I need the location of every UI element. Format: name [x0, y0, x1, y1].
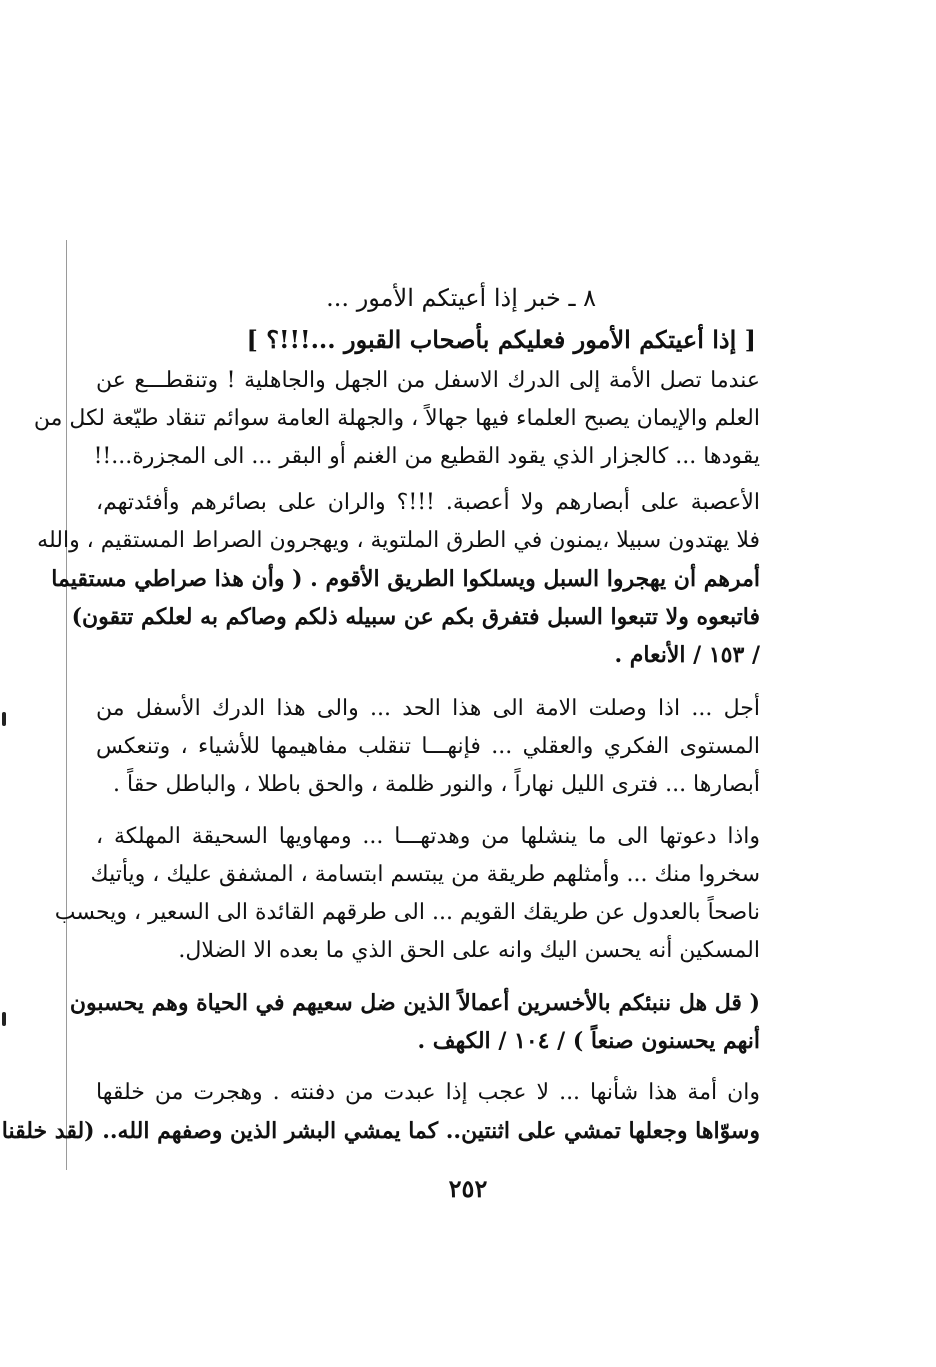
paragraph-line: وان أمة هذا شأنها ... لا عجب إذا عبدت من دفنته . وهجرت من خلقها	[96, 1080, 760, 1105]
paragraph-line: العلم والإيمان يصبح العلماء فيها جهالاً ، والجهلة العامة سوائم تنقاد طيّعة لكل من	[33, 406, 760, 431]
paragraph-line: وسوّاها وجعلها تمشي على اثنتين.. كما يمشي البشر الذين وصفهم الله.. (لقد خلقنا	[1, 1118, 760, 1144]
margin-rule	[66, 240, 67, 1170]
paragraph	[37, 484, 760, 674]
paragraph-line: أنهم يحسنون صنعاً ) / ١٠٤ / الكهف .	[417, 1028, 760, 1054]
paragraph-line: سخروا منك ... وأمثلهم طريقة من يبتسم ابتسامة ، المشفق عليك ، ويأتيك	[90, 862, 760, 887]
paragraph-line: واذا دعوتها الى ما ينشلها من وهدتهـــا ... ومهاويها السحيقة المهلكة ،	[96, 824, 760, 849]
paragraph	[96, 690, 760, 804]
paragraph-line: / ١٥٣ / الأنعام .	[614, 642, 760, 668]
edge-mark	[2, 712, 6, 726]
paragraph-line: أجل ... اذا وصلت الامة الى هذا الحد ... والى هذا الدرك الأسفل من	[96, 696, 760, 721]
paragraph-line: ناصحاً بالعدول عن طريقك القويم ... الى طرقهم القائدة الى السعير ، ويحسب	[54, 900, 760, 925]
paragraph-line: الأعصبة على أبصارهم ولا أعصبة. !!!؟ والران على بصائرهم وأفئدتهم،	[96, 490, 760, 515]
paragraph-line: أبصارها ... فترى الليل نهاراً ، والنور ظلمة ، والحق باطلا ، والباطل حقاً .	[113, 772, 760, 797]
paragraph-line: عندما تصل الأمة إلى الدرك الاسفل من الجهل والجاهلية ! وتنقطـــع عن	[96, 368, 760, 393]
paragraph	[1, 1074, 760, 1150]
paragraph	[33, 362, 760, 476]
paragraph-line: يقودها ... كالجزار الذي يقود القطيع من الغنم أو البقر ... الى المجزرة...!!	[93, 444, 760, 469]
edge-mark	[2, 1012, 6, 1026]
paragraph-line: فاتبعوه ولا تتبعوا السبل فتفرق بكم عن سبيله ذلكم وصاكم به لعلكم تتقون)	[71, 604, 760, 630]
paragraph-line: أمرهم أن يهجروا السبل ويسلكوا الطريق الأقوم . ( وأن هذا صراطي مستقيما	[51, 566, 760, 592]
paragraph-line: المسكين أنه يحسن اليك وانه على الحق الذي ما بعده الا الضلال.	[178, 938, 760, 963]
section-title: ٨ ـ خبر إذا أعيتكم الأمور ...	[326, 284, 596, 312]
page-number: ٢٥٢	[448, 1174, 488, 1203]
paragraph-line: ( قل هل ننبئكم بالأخسرين أعمالاً الذين ضل سعيهم في الحياة وهم يحسبون	[69, 990, 760, 1016]
section-subtitle: [ إذا أعيتكم الأمور فعليكم بأصحاب القبور ...!!!؟ ]	[246, 325, 756, 354]
paragraph	[54, 818, 760, 970]
paragraph-line: المستوى الفكري والعقلي ... فإنهـــا تنقلب مفاهيمها للأشياء ، وتنعكس	[96, 734, 760, 759]
paragraph-line: فلا يهتدون سبيلا ،يمنون في الطرق الملتوية ، ويهجرون الصراط المستقيم ، والله	[37, 528, 760, 553]
quote-paragraph	[69, 984, 760, 1060]
